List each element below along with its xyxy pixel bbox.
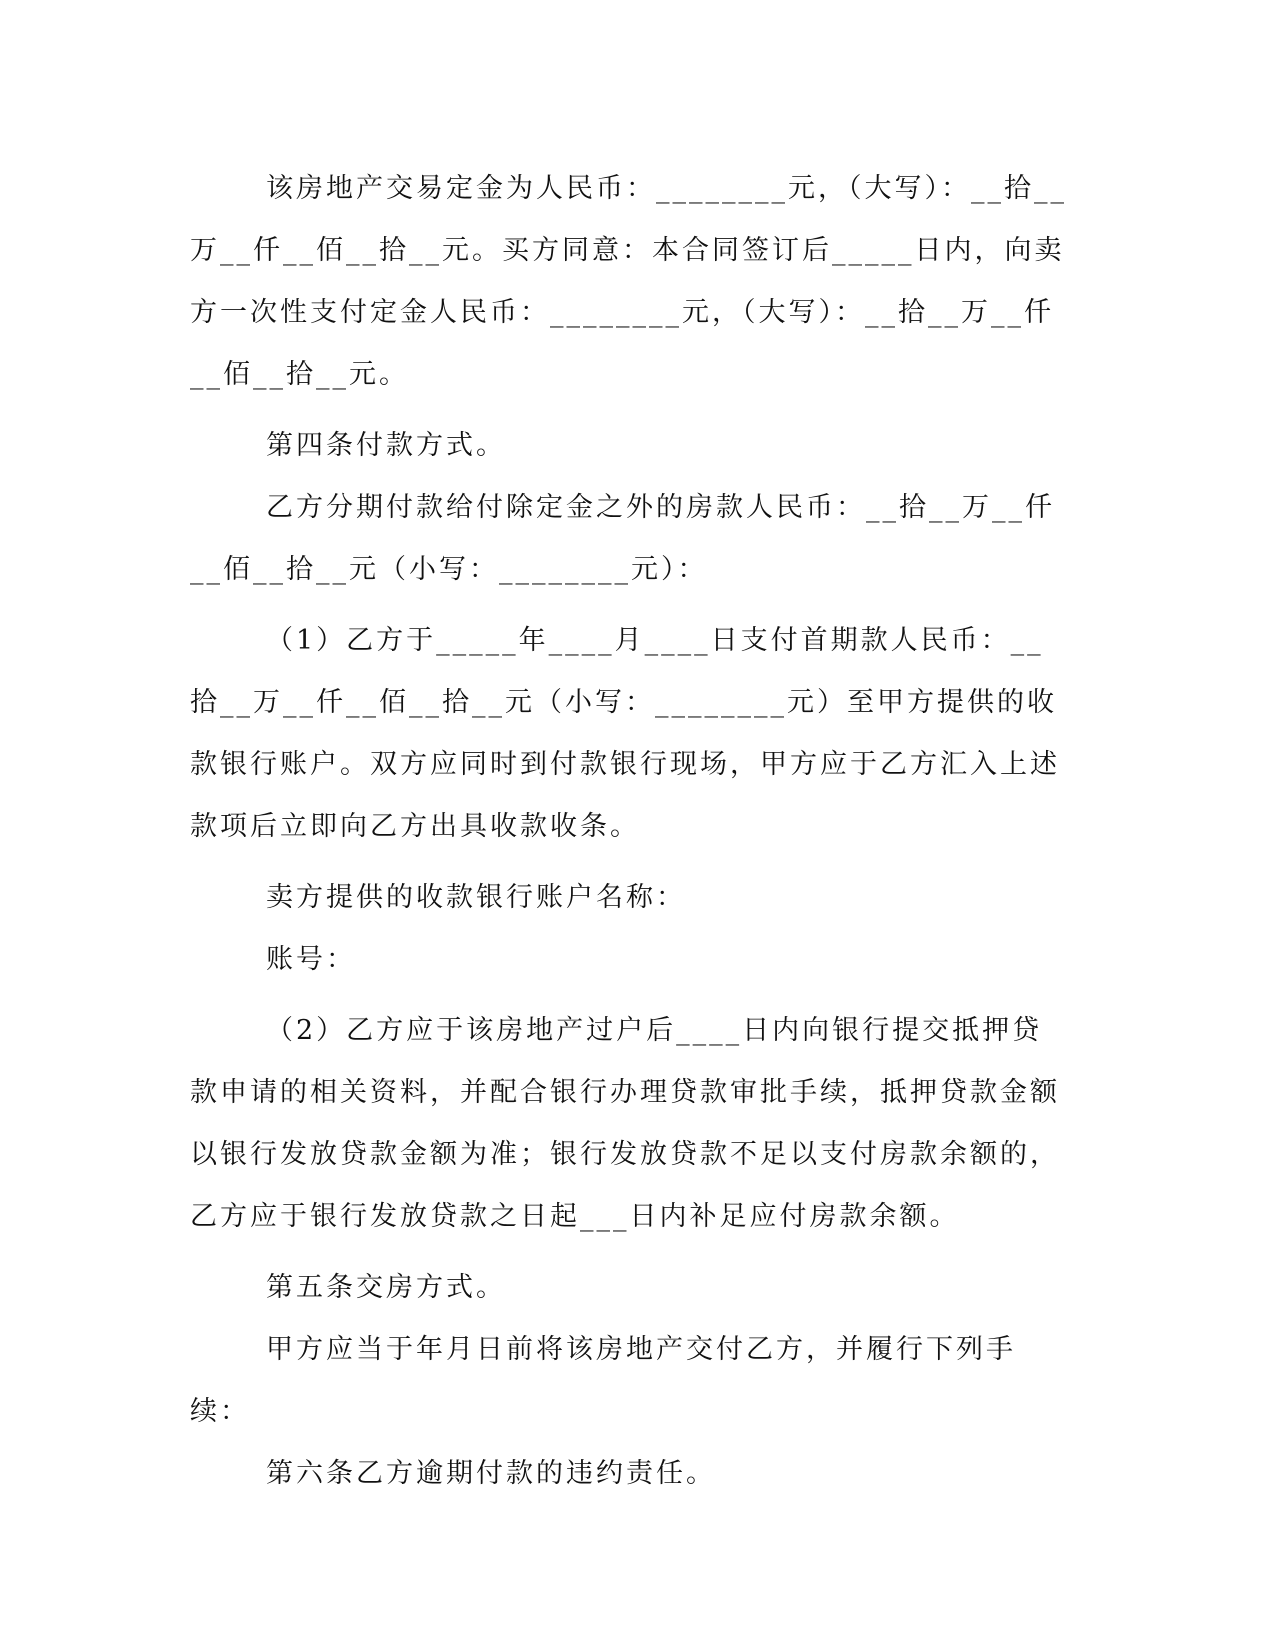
article-4-heading: 第四条付款方式。 [266,430,506,461]
account-number-line: 账号： [266,944,356,975]
seller-account-name-line: 卖方提供的收款银行账户名称： [266,882,686,913]
handover-clause: 甲方应当于年月日前将该房地产交付乙方，并履行下列手续： [190,1334,1016,1427]
article-6-heading: 第六条乙方逾期付款的违约责任。 [266,1458,716,1489]
deposit-clause: 该房地产交易定金为人民币：________元，（大写）：__拾__万__仟__佰__拾__元。买方同意：本合同签订后_____日内，向卖方一次性支付定金人民币：________元，（大写）：__拾__万__仟__佰__拾__元。 [190,173,1067,390]
installment-payment-clause: 乙方分期付款给付除定金之外的房款人民币：__拾__万__仟__佰__拾__元（小写：________元）： [190,492,1055,585]
document-body [190,158,1070,1505]
first-payment-clause: （1）乙方于_____年____月____日支付首期款人民币：__拾__万__仟__佰__拾__元（小写：________元）至甲方提供的收款银行账户。双方应同时到付款银行现场，甲方应于乙方汇入上述款项后立即向乙方出具收款收条。 [190,625,1060,842]
mortgage-loan-clause: （2）乙方应于该房地产过户后____日内向银行提交抵押贷款申请的相关资料，并配合银行办理贷款审批手续，抵押贷款金额以银行发放贷款金额为准；银行发放贷款不足以支付房款余额的，乙方应于银行发放贷款之日起___日内补足应付房款余额。 [190,1015,1060,1232]
article-5-heading: 第五条交房方式。 [266,1272,506,1303]
